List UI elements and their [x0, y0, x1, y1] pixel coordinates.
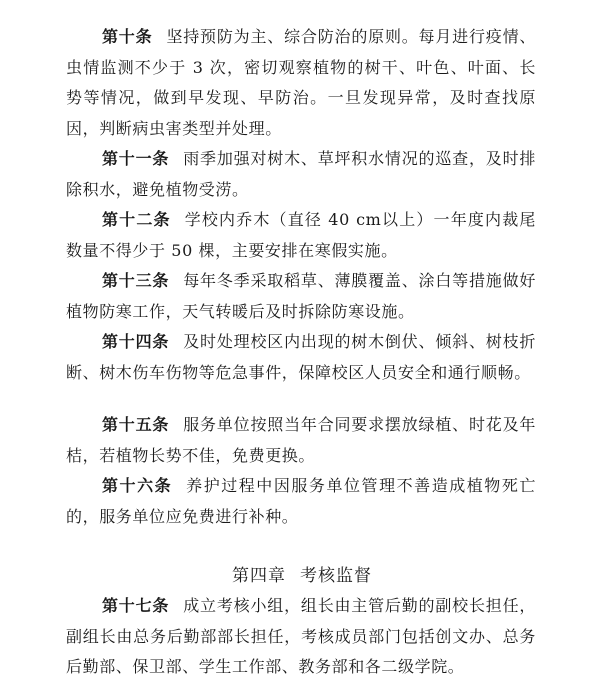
article-13 [66, 266, 536, 327]
article-text: 学校内乔木（直径 40 cm以上）一年度内裁尾数量不得少于 50 棵，主要安排在寒假实施。 [66, 210, 536, 260]
article-text: 及时处理校区内出现的树木倒伏、倾斜、树枝折断、树木伤车伤物等危急事件，保障校区人员安全和通行顺畅。 [66, 332, 536, 382]
article-text: 成立考核小组，组长由主管后勤的副校长担任，副组长由总务后勤部部长担任，考核成员部门包括创文办、总务后勤部、保卫部、学生工作部、教务部和各二级学院。 [66, 596, 536, 676]
article-12 [66, 205, 536, 266]
article-16 [66, 471, 536, 532]
chapter-heading [0, 563, 604, 589]
article-14 [66, 327, 536, 388]
chapter-number: 第四章 [232, 566, 286, 586]
article-number: 第十条 [102, 27, 153, 46]
article-number: 第十一条 [102, 149, 170, 168]
article-text: 雨季加强对树木、草坪积水情况的巡查，及时排除积水，避免植物受涝。 [66, 149, 536, 199]
article-number: 第十三条 [102, 271, 170, 290]
article-text: 服务单位按照当年合同要求摆放绿植、时花及年桔，若植物长势不佳，免费更换。 [66, 415, 536, 465]
article-15 [66, 410, 536, 471]
article-11 [66, 144, 536, 205]
article-number: 第十五条 [102, 415, 170, 434]
article-number: 第十二条 [102, 210, 171, 229]
article-number: 第十六条 [102, 476, 173, 495]
article-text: 坚持预防为主、综合防治的原则。每月进行疫情、虫情监测不少于 3 次，密切观察植物的树干、叶色、叶面、长势等情况，做到早发现、早防治。一旦发现异常，及时查找原因，判断病虫害类型并处理。 [66, 27, 536, 138]
chapter-title-text: 考核监督 [300, 566, 372, 586]
article-17 [66, 591, 536, 683]
article-number: 第十七条 [102, 596, 170, 615]
article-10 [66, 22, 536, 144]
article-text: 养护过程中因服务单位管理不善造成植物死亡的，服务单位应免费进行补种。 [66, 476, 536, 526]
article-number: 第十四条 [102, 332, 170, 351]
article-text: 每年冬季采取稻草、薄膜覆盖、涂白等措施做好植物防寒工作，天气转暖后及时拆除防寒设施。 [66, 271, 536, 321]
